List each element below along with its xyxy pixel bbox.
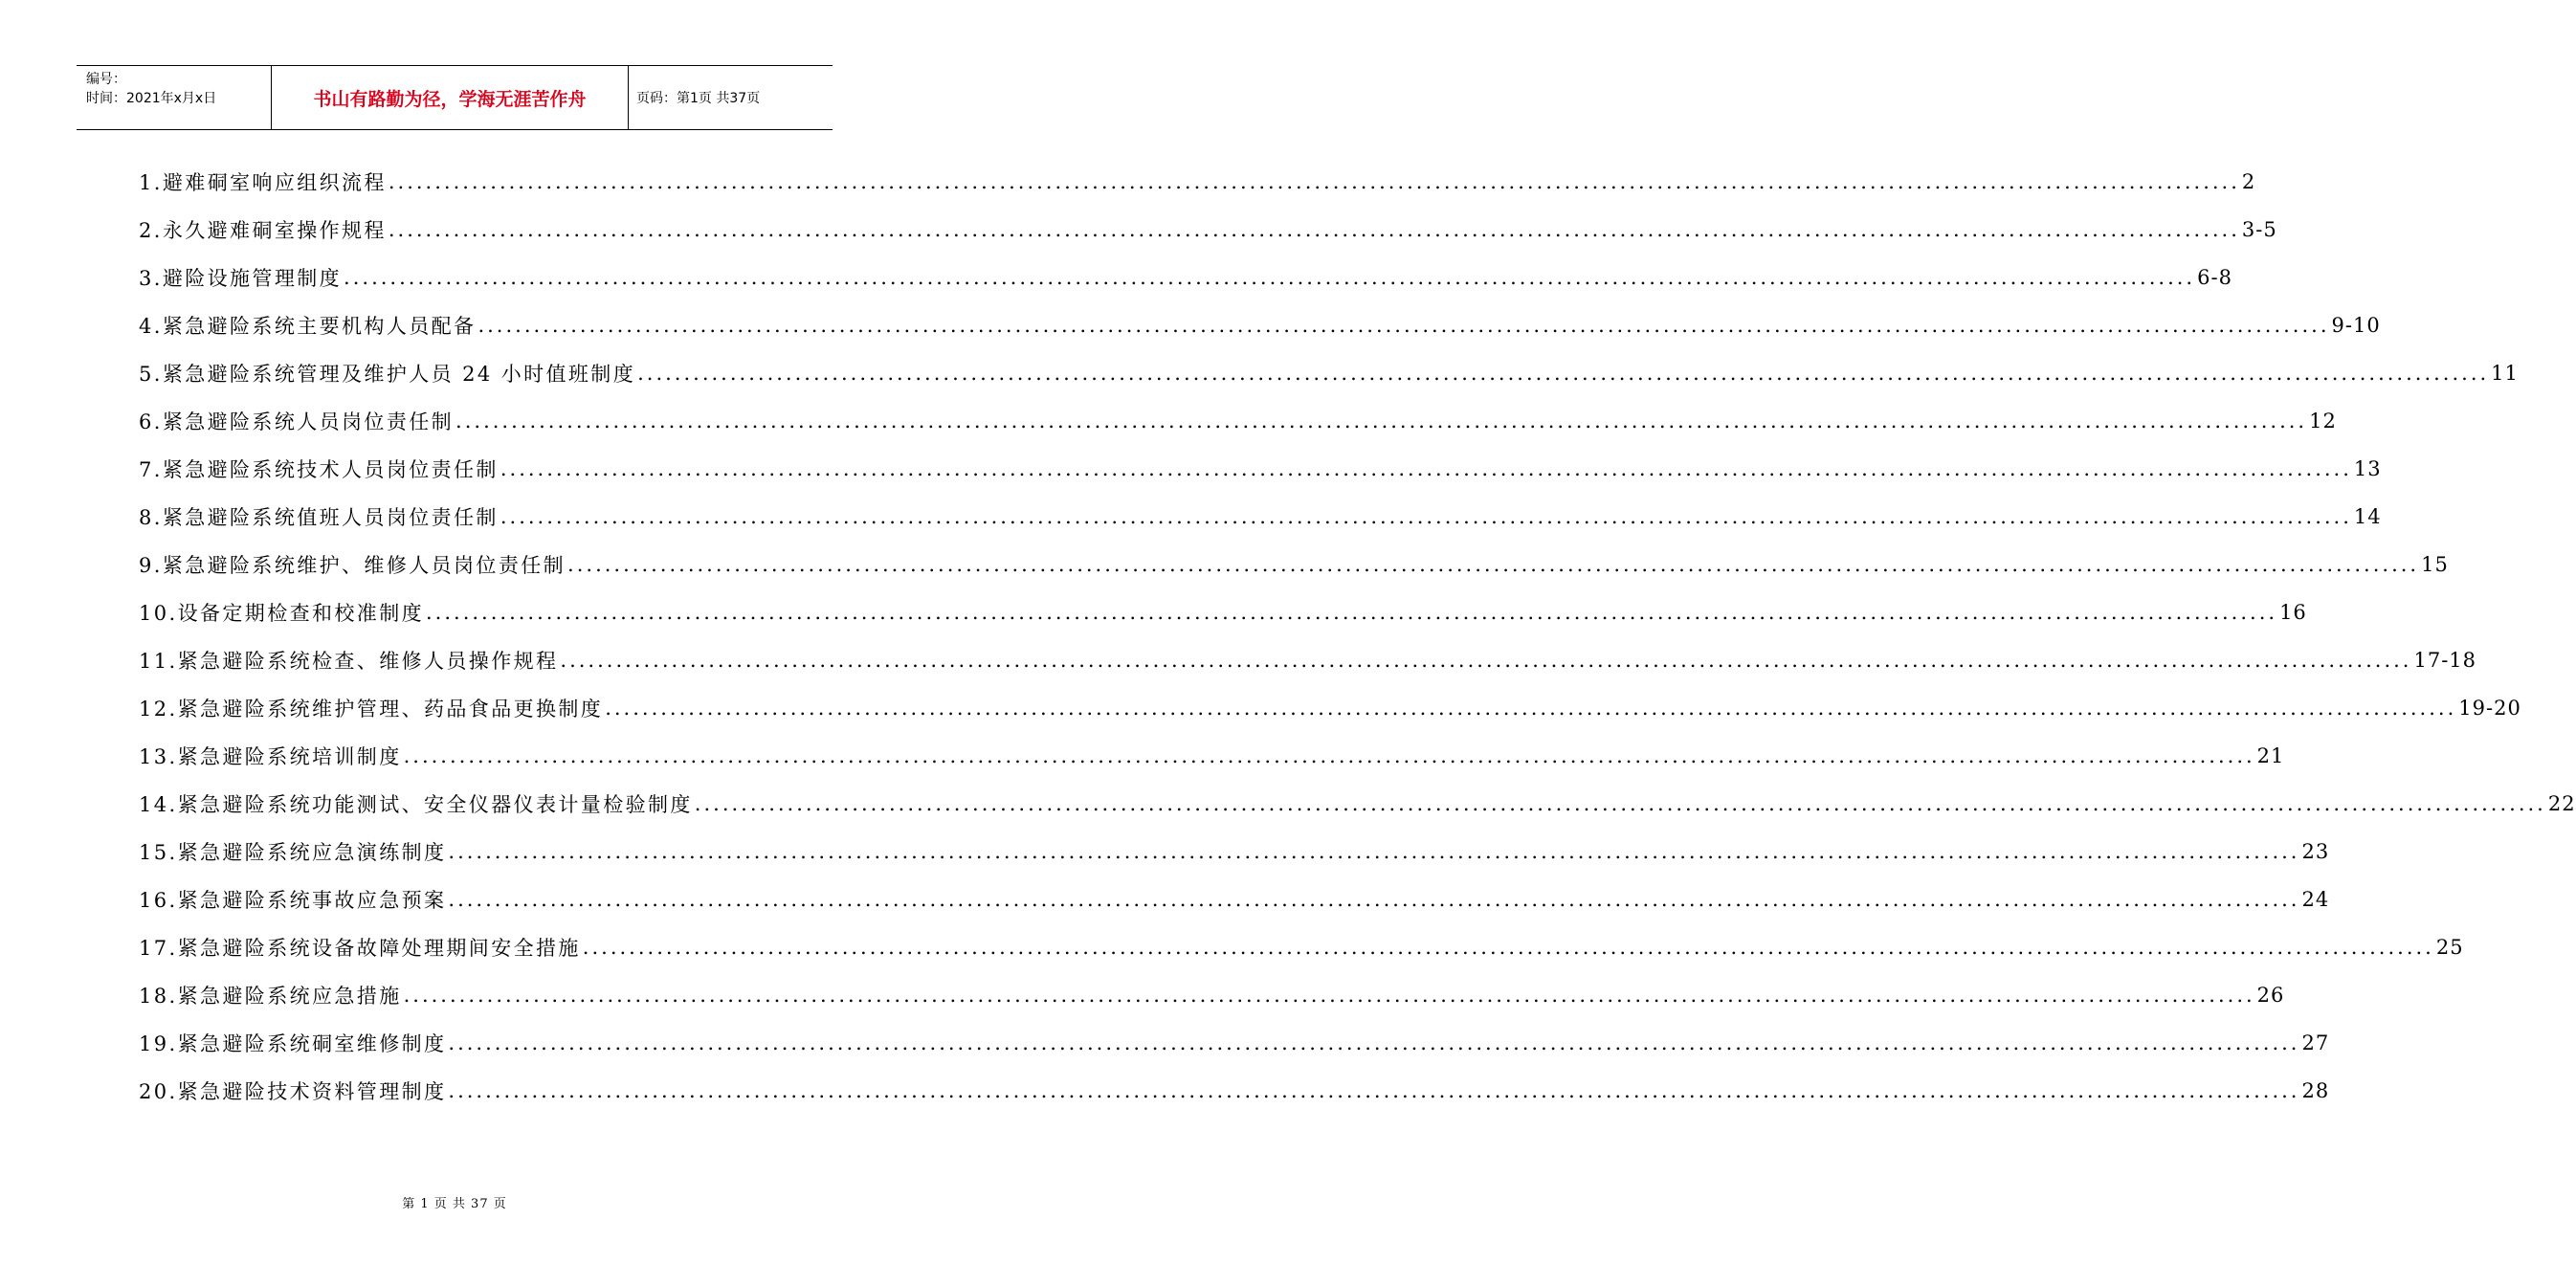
- toc-entry[interactable]: [139, 971, 2285, 1019]
- toc-entry[interactable]: [139, 493, 2382, 541]
- toc-entry-title: 7.紧急避险系统技术人员岗位责任制: [139, 458, 499, 481]
- toc-entry[interactable]: [139, 684, 2521, 732]
- toc-dot-leader: ........................................................................................................................................................................................................: [388, 170, 2240, 193]
- toc-entry-page: 25: [2435, 936, 2464, 959]
- toc-entry-title: 13.紧急避险系统培训制度: [139, 745, 402, 768]
- toc-dot-leader: ........................................................................................................................................................................................................: [605, 697, 2457, 720]
- toc-dot-leader: ........................................................................................................................................................................................................: [560, 649, 2412, 672]
- toc-entry-page: 19-20: [2458, 697, 2521, 720]
- toc-entry-title: 19.紧急避险系统硐室维修制度: [139, 1032, 447, 1055]
- toc-entry[interactable]: [139, 588, 2307, 636]
- toc-entry[interactable]: [139, 1019, 2330, 1067]
- table-of-contents: [139, 158, 2576, 1115]
- toc-entry-page: 2: [2241, 170, 2256, 193]
- toc-entry-page: 12: [2309, 410, 2337, 432]
- toc-entry[interactable]: [139, 397, 2337, 445]
- toc-entry-title: 17.紧急避险系统设备故障处理期间安全措施: [139, 937, 581, 960]
- toc-entry-title: 5.紧急避险系统管理及维护人员 24 小时值班制度: [139, 363, 636, 386]
- toc-entry-page: 16: [2279, 601, 2307, 624]
- page-footer: 第 1 页 共 37 页: [402, 1197, 507, 1211]
- header-page-info: 页码：第1页 共37页: [636, 91, 761, 106]
- toc-dot-leader: ........................................................................................................................................................................................................: [448, 1079, 2300, 1102]
- toc-dot-leader: ........................................................................................................................................................................................................: [500, 457, 2352, 480]
- toc-entry[interactable]: [139, 1067, 2330, 1115]
- toc-entry-page: 26: [2256, 984, 2285, 1007]
- toc-entry[interactable]: [139, 301, 2381, 349]
- toc-entry-title: 1.避难硐室响应组织流程: [139, 171, 387, 194]
- toc-entry-title: 6.紧急避险系统人员岗位责任制: [139, 410, 455, 433]
- toc-entry-title: 12.紧急避险系统维护管理、药品食品更换制度: [139, 698, 604, 721]
- toc-dot-leader: ........................................................................................................................................................................................................: [426, 601, 2278, 624]
- toc-entry[interactable]: [139, 445, 2382, 493]
- toc-entry-page: 22: [2547, 792, 2576, 815]
- toc-dot-leader: ........................................................................................................................................................................................................: [582, 936, 2434, 959]
- toc-dot-leader: ........................................................................................................................................................................................................: [637, 362, 2490, 385]
- toc-entry-page: 24: [2301, 888, 2330, 911]
- toc-entry-title: 2.永久避难硐室操作规程: [139, 219, 387, 242]
- toc-dot-leader: ........................................................................................................................................................................................................: [344, 266, 2196, 289]
- toc-entry-title: 15.紧急避险系统应急演练制度: [139, 841, 447, 864]
- page-header: [77, 65, 833, 130]
- toc-dot-leader: ........................................................................................................................................................................................................: [455, 410, 2308, 432]
- toc-entry-title: 8.紧急避险系统值班人员岗位责任制: [139, 506, 499, 529]
- toc-entry-page: 11: [2491, 362, 2519, 385]
- toc-entry-title: 4.紧急避险系统主要机构人员配备: [139, 315, 477, 338]
- toc-entry[interactable]: [139, 780, 2576, 828]
- toc-entry-page: 14: [2353, 505, 2382, 528]
- toc-dot-leader: ........................................................................................................................................................................................................: [477, 314, 2330, 337]
- toc-entry[interactable]: [139, 923, 2464, 971]
- toc-entry[interactable]: [139, 349, 2519, 397]
- toc-dot-leader: ........................................................................................................................................................................................................: [388, 218, 2240, 241]
- toc-dot-leader: ........................................................................................................................................................................................................: [403, 984, 2255, 1007]
- document-date: 时间：2021年x月x日: [86, 91, 217, 106]
- toc-dot-leader: ........................................................................................................................................................................................................: [448, 1031, 2300, 1054]
- toc-entry-page: 6-8: [2197, 266, 2232, 289]
- toc-dot-leader: ........................................................................................................................................................................................................: [500, 505, 2352, 528]
- toc-entry-title: 11.紧急避险系统检查、维修人员操作规程: [139, 650, 559, 673]
- toc-entry-page: 27: [2301, 1031, 2330, 1054]
- toc-entry[interactable]: [139, 206, 2277, 254]
- toc-entry-title: 16.紧急避险系统事故应急预案: [139, 889, 447, 912]
- toc-entry-page: 9-10: [2331, 314, 2381, 337]
- toc-entry-page: 28: [2301, 1079, 2330, 1102]
- toc-entry-page: 17-18: [2413, 649, 2477, 672]
- toc-entry-title: 10.设备定期检查和校准制度: [139, 602, 424, 625]
- toc-dot-leader: ........................................................................................................................................................................................................: [694, 792, 2546, 815]
- toc-entry-title: 18.紧急避险系统应急措施: [139, 985, 402, 1008]
- toc-entry[interactable]: [139, 158, 2256, 206]
- toc-entry-title: 3.避险设施管理制度: [139, 267, 343, 290]
- header-motto: 书山有路勤为径，学海无涯苦作舟: [271, 66, 629, 129]
- toc-entry-title: 9.紧急避险系统维护、维修人员岗位责任制: [139, 554, 566, 577]
- toc-entry[interactable]: [139, 254, 2232, 301]
- toc-entry-title: 14.紧急避险系统功能测试、安全仪器仪表计量检验制度: [139, 793, 693, 816]
- toc-dot-leader: ........................................................................................................................................................................................................: [567, 553, 2420, 576]
- toc-dot-leader: ........................................................................................................................................................................................................: [448, 888, 2300, 911]
- header-meta: [77, 66, 271, 129]
- toc-entry[interactable]: [139, 732, 2285, 780]
- toc-entry-page: 3-5: [2241, 218, 2277, 241]
- toc-entry[interactable]: [139, 636, 2477, 684]
- toc-entry[interactable]: [139, 828, 2330, 876]
- toc-entry-page: 15: [2421, 553, 2449, 576]
- toc-entry-page: 23: [2301, 840, 2330, 863]
- toc-entry-page: 13: [2353, 457, 2382, 480]
- toc-dot-leader: ........................................................................................................................................................................................................: [448, 840, 2300, 863]
- toc-entry[interactable]: [139, 541, 2449, 588]
- toc-entry[interactable]: [139, 876, 2330, 923]
- toc-entry-page: 21: [2256, 744, 2285, 767]
- document-number-label: 编号：: [86, 72, 126, 87]
- toc-dot-leader: ........................................................................................................................................................................................................: [403, 744, 2255, 767]
- toc-entry-title: 20.紧急避险技术资料管理制度: [139, 1080, 447, 1103]
